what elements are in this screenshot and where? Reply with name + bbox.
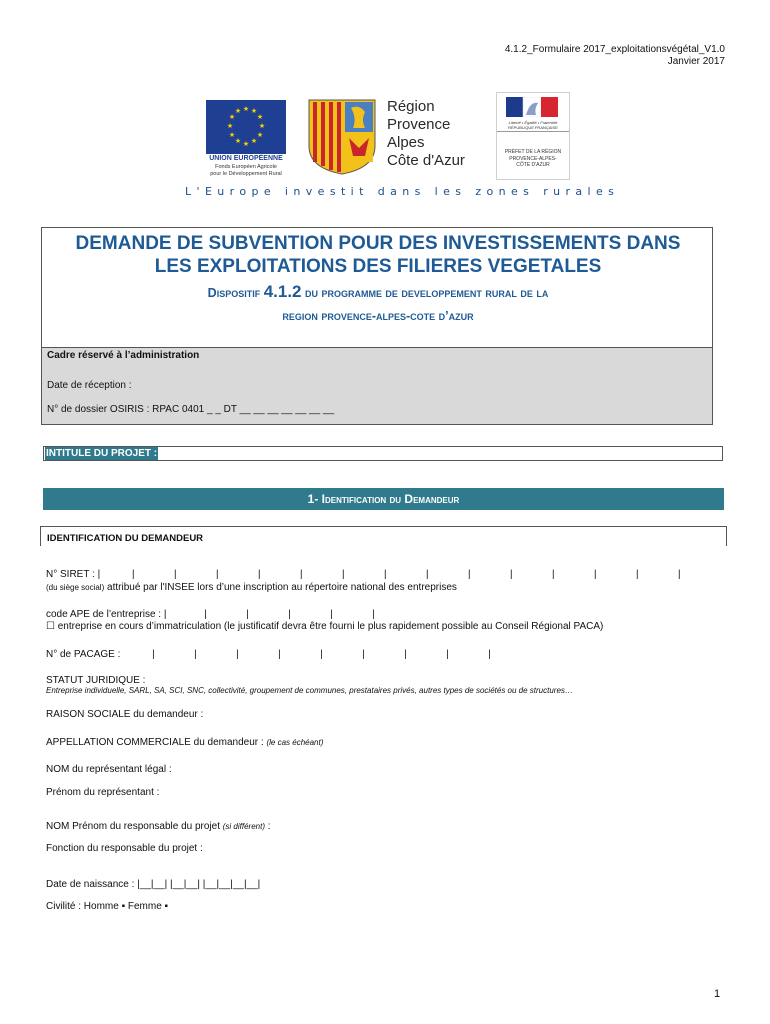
form-subtitle [42, 280, 714, 328]
pacage-boxes[interactable]: | | | | | | | | | [120, 650, 493, 661]
subtitle-programme: du programme de developpement rural de la [301, 286, 549, 300]
project-title-label: INTITULE DU PROJET : [46, 448, 158, 459]
siret-note-text: attribué par l'INSEE lors d’une inscription au répertoire national des entreprises [104, 582, 457, 593]
region-line-4: Côte d'Azur [387, 152, 465, 169]
responsable-label: NOM Prénom du responsable du projet [46, 821, 223, 832]
region-line-3: Alpes [387, 134, 425, 151]
prefet-line-3: CÔTE D'AZUR [516, 162, 550, 168]
raison-sociale-field[interactable]: RAISON SOCIALE du demandeur : [46, 709, 204, 720]
civilite-field[interactable]: Civilité : Homme ▪ Femme ▪ [46, 901, 169, 912]
project-title-field[interactable] [43, 446, 723, 461]
prenom-representant-field[interactable]: Prénom du représentant : [46, 787, 160, 798]
date-naissance-field[interactable]: Date de naissance : |__|__| |__|__| |__|__|__|__| [46, 879, 261, 890]
svg-text:★: ★ [234, 137, 242, 145]
pacage-label: N° de PACAGE : [46, 649, 121, 660]
svg-text:★: ★ [250, 107, 258, 115]
form-title-line-2: LES EXPLOITATIONS DES FILIERES VEGETALES [154, 256, 602, 277]
form-title [42, 232, 714, 278]
rf-title: RÉPUBLIQUE FRANÇAISE [497, 125, 569, 132]
document-reference [505, 44, 725, 68]
siret-note [46, 582, 457, 593]
form-title-box [41, 227, 713, 348]
eu-sub-line-2: pour le Développement Rural [210, 170, 282, 177]
responsable-projet-field[interactable] [46, 821, 271, 832]
document-code: 4.1.2_Formulaire 2017_exploitationsvégétal_V1.0 [504, 44, 725, 55]
responsable-colon: : [265, 821, 271, 832]
page-number: 1 [714, 988, 721, 1000]
pacage-field[interactable] [46, 649, 492, 661]
statut-juridique-note: Entreprise individuelle, SARL, SA, SCI, SNC, collectivité, groupement de communes, prestataires privés, autres types de sociétés ou de structures… [46, 686, 573, 695]
eu-subtitle [200, 164, 292, 177]
svg-text:★: ★ [228, 131, 236, 139]
svg-text:★: ★ [256, 131, 264, 139]
svg-text:★: ★ [256, 113, 264, 121]
form-subtitle-line-1 [42, 280, 714, 305]
siret-boxes[interactable]: | | | | | | | | | | | | | | [100, 570, 683, 581]
appellation-commerciale-field[interactable] [46, 737, 323, 748]
osiris-number-field[interactable]: N° de dossier OSIRIS : RPAC 0401 _ _ DT __ __ __ __ __ __ __ [47, 404, 335, 415]
region-paca-name [387, 98, 465, 170]
admin-heading: Cadre réservé à l’administration [47, 350, 200, 361]
marianne-flag-icon [506, 97, 558, 117]
prefecture-logo [496, 92, 570, 180]
subtitle-dispositif: Dispositif [207, 286, 264, 300]
subtitle-number: 4.1.2 [263, 282, 302, 301]
svg-text:★: ★ [242, 140, 250, 148]
region-line-1: Région [387, 98, 435, 115]
reception-date-field[interactable]: Date de réception : [47, 380, 132, 391]
nom-representant-field[interactable]: NOM du représentant légal : [46, 764, 172, 775]
section-identification-heading: 1- Identification du Demandeur [43, 488, 724, 510]
eu-title: UNION EUROPÉENNE [209, 155, 283, 162]
svg-text:★: ★ [242, 105, 250, 113]
svg-text:★: ★ [226, 122, 234, 130]
prefet-line-2: PROVENCE-ALPES- [509, 155, 557, 162]
svg-text:★: ★ [234, 107, 242, 115]
admin-reserved-box [41, 347, 713, 425]
ape-boxes[interactable]: | | | | | [166, 610, 377, 621]
ape-field[interactable] [46, 609, 377, 621]
fonction-responsable-field[interactable]: Fonction du responsable du projet : [46, 843, 203, 854]
rf-motto: Liberté • Égalité • Fraternité [508, 120, 558, 125]
document-date: Janvier 2017 [667, 56, 725, 67]
region-line-2: Provence [387, 116, 451, 133]
svg-text:★: ★ [250, 137, 258, 145]
region-paca-shield-icon [307, 98, 377, 176]
appellation-note: (le cas échéant) [266, 738, 324, 747]
eu-flag-icon [206, 100, 286, 154]
siret-field[interactable] [46, 569, 682, 581]
siret-label: N° SIRET : | [46, 569, 101, 580]
ape-label: code APE de l’entreprise : | [46, 609, 167, 620]
prefet-text [497, 149, 569, 169]
siret-note-prefix: (du siège social) [46, 583, 105, 592]
statut-juridique-field[interactable]: STATUT JURIDIQUE : [46, 675, 146, 686]
identification-heading: IDENTIFICATION DU DEMANDEUR [47, 533, 204, 544]
identification-box [40, 526, 727, 546]
svg-text:★: ★ [258, 122, 266, 130]
appellation-label: APPELLATION COMMERCIALE du demandeur : [46, 737, 267, 748]
logo-band [183, 88, 620, 200]
eu-logo [200, 100, 292, 180]
immatriculation-checkbox[interactable]: ☐ entreprise en cours d’immatriculation (le justificatif devra être fourni le plus rapidement possible au Conseil Régional PACA) [46, 621, 604, 632]
svg-text:★: ★ [228, 113, 236, 121]
prefet-line-1: PRÉFET DE LA RÉGION [504, 149, 562, 155]
responsable-note: (si différent) [222, 822, 265, 831]
eu-sub-line-1: Fonds Européen Agricole [215, 164, 277, 170]
form-title-line-1: DEMANDE DE SUBVENTION POUR DES INVESTISSEMENTS DANS [75, 233, 681, 254]
form-subtitle-line-2: region provence-alpes-cote d’azur [282, 309, 474, 323]
eu-tagline: L'Europe investit dans les zones rurales [185, 185, 620, 198]
